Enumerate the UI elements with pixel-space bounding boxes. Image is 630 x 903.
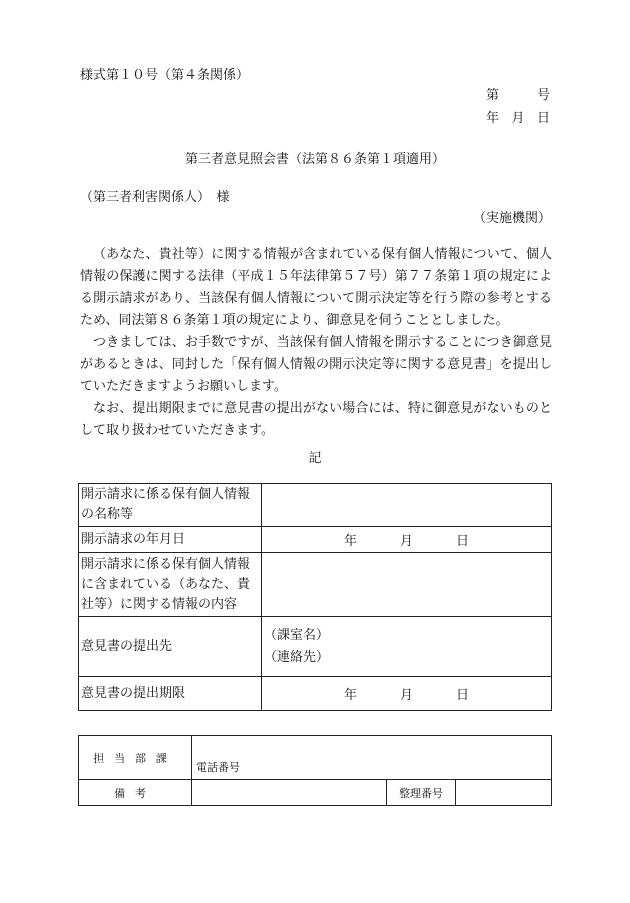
date-month: 月	[399, 534, 413, 549]
body-paragraph: なお、提出期限までに意見書の提出がない場合には、特に御意見がないものとして取り扱わせていただきます。	[80, 401, 552, 438]
table-label: 開示請求に係る保有個人情報の名称等	[79, 484, 262, 527]
contact-label: （連絡先）	[264, 649, 330, 665]
table-label: 開示請求の年月日	[79, 527, 262, 553]
table-row	[79, 527, 552, 553]
addressee: （第三者利害関係人） 様	[80, 190, 230, 205]
table-row	[79, 484, 552, 527]
body-paragraph: （あなた、貴社等）に関する情報が含まれている保有個人情報について、個人情報の保護に関する法律（平成１５年法律第５７号）第７７条第１項の規定による開示請求があり、当該保有個人情報について開示決定等を行う際の参考とするため、同法第８６条第１項の規定により、御意見を伺うこととしました。	[80, 247, 552, 328]
remarks-label: 備考	[79, 780, 192, 806]
table-row	[79, 677, 552, 711]
serial-value	[456, 780, 552, 806]
table-value	[262, 484, 552, 527]
form-number: 様式第１０号（第４条関係）	[80, 68, 250, 83]
doc-number-prefix: 第	[486, 88, 500, 103]
document-title: 第三者意見照会書（法第８６条第１項適用）	[184, 152, 445, 167]
dept-name-label: （課室名）	[264, 627, 330, 643]
date-day: 日	[455, 534, 469, 549]
record-heading: 記	[308, 451, 322, 466]
remarks-value	[192, 780, 387, 806]
date-year: 年	[343, 534, 357, 549]
serial-label: 整理番号	[387, 780, 456, 806]
table-value	[262, 677, 552, 711]
table-value	[262, 527, 552, 553]
date-month: 月	[399, 688, 413, 703]
table-row	[79, 736, 552, 780]
doc-date-year: 年	[486, 111, 500, 126]
table-value	[262, 617, 552, 677]
doc-date-day: 日	[536, 111, 550, 126]
phone-cell	[192, 736, 552, 780]
document-date	[486, 107, 550, 126]
date-year: 年	[343, 688, 357, 703]
table-row	[79, 553, 552, 617]
table-label: 開示請求に係る保有個人情報に含まれている（あなた、貴社等）に関する情報の内容	[79, 553, 262, 617]
table-row	[79, 780, 552, 806]
details-table	[78, 483, 552, 711]
dept-label: 担当部課	[79, 736, 192, 780]
body-paragraph: つきましては、お手数ですが、当該保有個人情報を開示することにつき御意見があるときは、同封した「保有個人情報の開示決定等に関する意見書」を提出していただきますようお願いします。	[80, 335, 552, 394]
body-text	[80, 244, 552, 442]
table-label: 意見書の提出先	[79, 617, 262, 677]
table-value	[262, 553, 552, 617]
document-number	[486, 84, 550, 103]
phone-label: 電話番号	[196, 761, 240, 774]
doc-number-suffix: 号	[536, 88, 550, 103]
table-label: 意見書の提出期限	[79, 677, 262, 711]
date-day: 日	[455, 688, 469, 703]
doc-date-month: 月	[511, 111, 525, 126]
office-use-table	[78, 735, 552, 806]
table-row	[79, 617, 552, 677]
issuing-agency: （実施機関）	[472, 211, 551, 226]
